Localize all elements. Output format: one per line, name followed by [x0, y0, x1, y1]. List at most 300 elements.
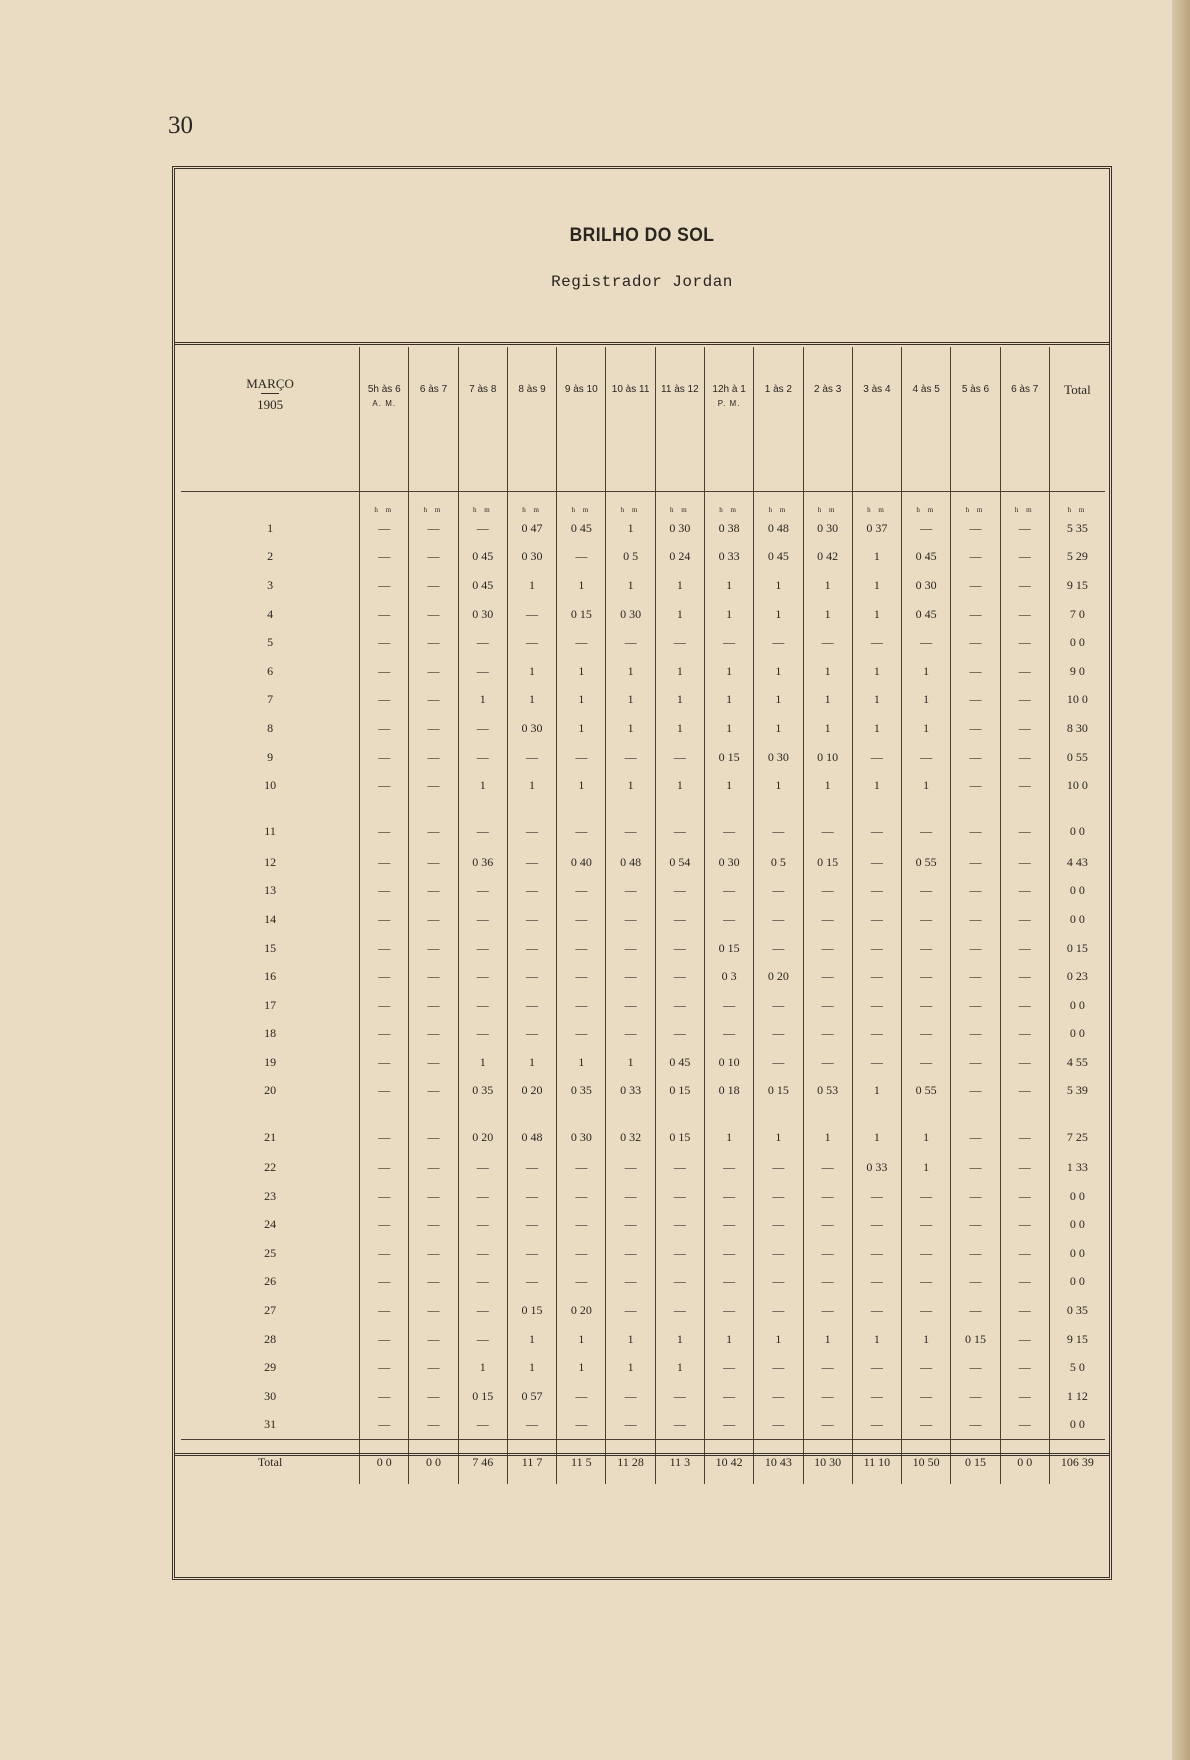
hour-cell: — [655, 1210, 704, 1239]
gap-cell [902, 1105, 951, 1121]
hour-cell: 0 5 [754, 848, 803, 877]
table-row [181, 1020, 1105, 1049]
hour-cell: — [951, 1210, 1000, 1239]
hour-cell: — [1000, 1210, 1049, 1239]
hour-cell: — [360, 1210, 409, 1239]
row-total-cell: 1 33 [1049, 1153, 1105, 1182]
hour-cell: — [704, 991, 753, 1020]
hour-cell: — [951, 1048, 1000, 1077]
hour-cell: 1 [655, 1325, 704, 1354]
hour-cell: 0 5 [606, 543, 655, 572]
hour-cell: — [606, 1020, 655, 1049]
unit-label: h m [754, 492, 803, 515]
hour-cell: — [951, 877, 1000, 906]
hour-cell: — [902, 1296, 951, 1325]
hour-cell: — [458, 1268, 507, 1297]
hour-cell: — [507, 1210, 556, 1239]
hour-cell: — [557, 543, 606, 572]
column-label: 8 às 9 [518, 384, 546, 395]
hour-cell: — [951, 543, 1000, 572]
hour-cell: 0 15 [951, 1325, 1000, 1354]
hour-cell: 1 [852, 714, 901, 743]
column-total-cell: 10 42 [704, 1440, 753, 1485]
hour-cell: — [754, 1382, 803, 1411]
hour-cell: — [507, 1182, 556, 1211]
column-label: 5h às 6 [367, 384, 401, 395]
hour-cell: — [557, 1182, 606, 1211]
hour-cell: 1 [507, 571, 556, 600]
hour-cell: — [557, 962, 606, 991]
row-total-cell: 5 29 [1049, 543, 1105, 572]
hour-cell: — [557, 1210, 606, 1239]
row-total-cell: 7 0 [1049, 600, 1105, 629]
row-total-cell: 0 0 [1049, 816, 1105, 848]
row-gap [181, 1105, 1105, 1121]
hour-cell: — [754, 1020, 803, 1049]
hour-cell: 1 [458, 1048, 507, 1077]
hour-cell: — [852, 1268, 901, 1297]
hour-cell: 1 [557, 657, 606, 686]
hour-cell: — [951, 1382, 1000, 1411]
hour-cell: — [803, 1268, 852, 1297]
hour-cell: — [409, 628, 458, 657]
day-cell: 26 [264, 1274, 277, 1289]
hour-cell: — [1000, 1325, 1049, 1354]
table-row [181, 1121, 1105, 1153]
hour-cell: — [1000, 905, 1049, 934]
hour-cell: — [852, 628, 901, 657]
hour-cell: — [803, 991, 852, 1020]
gap-cell [507, 800, 556, 816]
hour-cell: 0 54 [655, 848, 704, 877]
hour-cell: — [360, 816, 409, 848]
gap-cell [557, 1105, 606, 1121]
hour-cell: — [902, 934, 951, 963]
table-row [181, 1182, 1105, 1211]
hour-cell: 0 10 [803, 743, 852, 772]
gap-cell [655, 800, 704, 816]
hour-cell: 0 18 [704, 1077, 753, 1106]
hour-cell: — [1000, 816, 1049, 848]
hour-cell: 1 [754, 771, 803, 800]
table-row [181, 991, 1105, 1020]
hour-cell: 1 [606, 571, 655, 600]
column-total-cell: 106 39 [1049, 1440, 1105, 1485]
column-total-cell: 11 5 [557, 1440, 606, 1485]
row-total-cell: 5 39 [1049, 1077, 1105, 1106]
hour-cell: — [360, 1048, 409, 1077]
hour-cell: — [754, 1210, 803, 1239]
column-label: 4 às 5 [912, 384, 940, 395]
hour-column-header [507, 347, 556, 492]
hour-cell: — [1000, 714, 1049, 743]
hour-cell: — [951, 771, 1000, 800]
hour-cell: — [1000, 1296, 1049, 1325]
hour-cell: — [655, 905, 704, 934]
hour-cell: — [409, 905, 458, 934]
hour-cell: — [803, 1353, 852, 1382]
gap-cell [655, 1105, 704, 1121]
hour-cell: — [557, 1020, 606, 1049]
table-row [181, 543, 1105, 572]
hour-cell: — [1000, 1182, 1049, 1211]
hour-cell: — [704, 1382, 753, 1411]
row-total-cell: 0 0 [1049, 877, 1105, 906]
table-row [181, 714, 1105, 743]
hour-cell: 0 15 [458, 1382, 507, 1411]
row-total-cell: 0 0 [1049, 1210, 1105, 1239]
hour-cell: 1 [754, 571, 803, 600]
hour-cell: — [704, 1210, 753, 1239]
day-cell: 14 [264, 911, 277, 926]
hour-cell: — [803, 1382, 852, 1411]
hour-cell: — [458, 816, 507, 848]
hour-cell: 0 32 [606, 1121, 655, 1153]
page-number: 30 [168, 112, 193, 139]
hour-cell: 0 20 [458, 1121, 507, 1153]
hour-column-header [754, 347, 803, 492]
gap-cell [803, 800, 852, 816]
hour-cell: — [360, 1296, 409, 1325]
hour-cell: 1 [902, 1121, 951, 1153]
hour-cell: 1 [507, 1325, 556, 1354]
hour-cell: — [507, 600, 556, 629]
hour-cell: 1 [704, 571, 753, 600]
hour-cell: 1 [557, 1048, 606, 1077]
hour-cell: — [458, 657, 507, 686]
hour-cell: 0 33 [606, 1077, 655, 1106]
hour-cell: 0 30 [458, 600, 507, 629]
hour-cell: — [754, 934, 803, 963]
hour-cell: — [951, 600, 1000, 629]
hour-cell: — [951, 1353, 1000, 1382]
hour-cell: — [409, 1121, 458, 1153]
bottom-rule [175, 1453, 1109, 1456]
hour-cell: — [360, 628, 409, 657]
hour-cell: — [1000, 1382, 1049, 1411]
hour-cell: — [951, 1182, 1000, 1211]
row-total-cell: 7 25 [1049, 1121, 1105, 1153]
hour-cell: — [951, 714, 1000, 743]
hour-cell: — [655, 934, 704, 963]
day-cell: 21 [264, 1129, 277, 1144]
row-total-cell: 9 15 [1049, 1325, 1105, 1354]
hour-cell: — [852, 877, 901, 906]
hour-cell: — [360, 1268, 409, 1297]
hour-cell: — [902, 962, 951, 991]
hour-cell: 1 [507, 686, 556, 715]
hour-cell: — [655, 1296, 704, 1325]
hour-cell: 1 [803, 657, 852, 686]
column-total-cell: 11 10 [852, 1440, 901, 1485]
hour-cell: — [754, 1296, 803, 1325]
hour-cell: — [360, 1182, 409, 1211]
column-label: 12h à 1 [712, 384, 746, 395]
hour-cell: 0 37 [852, 514, 901, 543]
hour-cell: — [951, 628, 1000, 657]
hour-column-header [902, 347, 951, 492]
day-cell: 10 [264, 778, 277, 793]
column-label: 6 às 7 [1011, 384, 1039, 395]
hour-cell: 1 [852, 771, 901, 800]
gap-cell [951, 800, 1000, 816]
hour-cell: 1 [902, 686, 951, 715]
table-row [181, 571, 1105, 600]
hour-cell: — [754, 1048, 803, 1077]
hour-cell: — [902, 1239, 951, 1268]
unit-label: h m [704, 492, 753, 515]
hour-cell: — [754, 1153, 803, 1182]
gap-cell [704, 1105, 753, 1121]
table-row [181, 1077, 1105, 1106]
row-total-cell: 0 0 [1049, 905, 1105, 934]
hour-cell: — [409, 1239, 458, 1268]
hour-cell: 1 [803, 1325, 852, 1354]
hour-cell: — [704, 628, 753, 657]
hour-column-header [704, 347, 753, 492]
hour-cell: — [360, 1353, 409, 1382]
hour-cell: — [606, 1239, 655, 1268]
hour-cell: — [360, 771, 409, 800]
row-total-cell: 9 15 [1049, 571, 1105, 600]
hour-cell: — [1000, 743, 1049, 772]
row-total-cell: 4 55 [1049, 1048, 1105, 1077]
hour-cell: 1 [754, 1325, 803, 1354]
hour-cell: — [655, 991, 704, 1020]
hour-cell: — [803, 1048, 852, 1077]
gap-cell [409, 800, 458, 816]
hour-cell: — [360, 1077, 409, 1106]
total-column-header [1049, 347, 1105, 492]
hour-cell: 1 [507, 1048, 556, 1077]
hour-cell: 0 40 [557, 848, 606, 877]
hour-cell: — [409, 1182, 458, 1211]
hour-cell: 0 30 [557, 1121, 606, 1153]
table-row [181, 600, 1105, 629]
row-total-cell: 0 0 [1049, 1182, 1105, 1211]
hour-cell: — [704, 1020, 753, 1049]
hour-cell: 1 [557, 771, 606, 800]
hour-cell: 1 [507, 771, 556, 800]
hour-cell: 0 15 [557, 600, 606, 629]
hour-cell: 1 [655, 771, 704, 800]
hour-cell: — [360, 905, 409, 934]
hour-column-header [951, 347, 1000, 492]
hour-cell: 0 53 [803, 1077, 852, 1106]
hour-cell: 0 45 [902, 543, 951, 572]
hour-cell: — [852, 1020, 901, 1049]
hour-cell: — [409, 543, 458, 572]
hour-cell: — [902, 1268, 951, 1297]
unit-label: h m [360, 492, 409, 515]
hour-cell: 1 [704, 600, 753, 629]
hour-cell: — [606, 628, 655, 657]
hour-cell: — [803, 816, 852, 848]
gap-cell [458, 1105, 507, 1121]
hour-cell: 0 35 [557, 1077, 606, 1106]
hour-cell: 0 30 [655, 514, 704, 543]
hour-cell: — [655, 1382, 704, 1411]
hour-cell: — [606, 1296, 655, 1325]
hour-cell: — [507, 1411, 556, 1440]
table-row [181, 934, 1105, 963]
hour-cell: — [1000, 571, 1049, 600]
hour-cell: — [951, 1268, 1000, 1297]
table-title: BRILHO DO SOL [569, 225, 715, 246]
hour-cell: 1 [754, 1121, 803, 1153]
hour-cell: — [507, 1020, 556, 1049]
page-edge [1172, 0, 1190, 1760]
hour-cell: 0 30 [507, 543, 556, 572]
hour-cell: 1 [655, 657, 704, 686]
gap-cell [507, 1105, 556, 1121]
hour-cell: — [1000, 991, 1049, 1020]
hour-cell: — [655, 1411, 704, 1440]
month-divider [261, 393, 279, 394]
hour-cell: 0 36 [458, 848, 507, 877]
row-total-cell: 0 0 [1049, 1239, 1105, 1268]
hour-cell: — [409, 686, 458, 715]
hour-cell: 1 [606, 771, 655, 800]
gap-cell [803, 1105, 852, 1121]
unit-label: h m [606, 492, 655, 515]
hour-cell: — [557, 743, 606, 772]
hour-cell: — [557, 1268, 606, 1297]
unit-label: h m [507, 492, 556, 515]
hour-cell: — [458, 514, 507, 543]
row-total-cell: 0 0 [1049, 1268, 1105, 1297]
column-label: 2 às 3 [814, 384, 842, 395]
day-cell: 3 [267, 577, 274, 592]
hour-cell: — [803, 1210, 852, 1239]
hour-cell: — [458, 628, 507, 657]
unit-label: h m [803, 492, 852, 515]
hour-cell: — [409, 771, 458, 800]
table-subtitle: Registrador Jordan [551, 273, 733, 291]
column-total-cell: 10 30 [803, 1440, 852, 1485]
column-label: 10 às 11 [611, 384, 650, 395]
hour-cell: 1 [606, 714, 655, 743]
hour-cell: — [655, 816, 704, 848]
hour-cell: 0 48 [606, 848, 655, 877]
day-cell: 28 [264, 1331, 277, 1346]
totals-label: Total [181, 1440, 360, 1485]
hour-cell: — [852, 1210, 901, 1239]
hour-cell: — [458, 1239, 507, 1268]
hour-cell: — [655, 1182, 704, 1211]
hour-cell: — [704, 1268, 753, 1297]
hour-cell: 1 [655, 600, 704, 629]
hour-cell: — [409, 714, 458, 743]
hour-cell: — [655, 743, 704, 772]
day-cell: 7 [267, 692, 274, 707]
header-row [181, 347, 1105, 492]
day-cell: 4 [267, 606, 274, 621]
hour-cell: — [902, 1048, 951, 1077]
hour-cell: 1 [507, 1353, 556, 1382]
row-total-cell: 10 0 [1049, 686, 1105, 715]
hour-column-header [360, 347, 409, 492]
day-cell: 5 [267, 635, 274, 650]
hour-cell: — [557, 1153, 606, 1182]
column-label: 9 às 10 [564, 384, 598, 395]
column-period: A. M. [372, 399, 397, 408]
hour-cell: — [409, 600, 458, 629]
totals-row [181, 1440, 1105, 1485]
gap-cell [754, 800, 803, 816]
hour-cell: — [1000, 1048, 1049, 1077]
hour-cell: — [951, 1121, 1000, 1153]
hour-cell: 1 [803, 714, 852, 743]
hour-cell: 1 [458, 1353, 507, 1382]
hour-cell: — [951, 571, 1000, 600]
hour-cell: — [655, 1153, 704, 1182]
hour-cell: 1 [458, 771, 507, 800]
column-total-cell: 7 46 [458, 1440, 507, 1485]
hour-cell: — [852, 934, 901, 963]
hour-cell: — [409, 1153, 458, 1182]
unit-label: h m [902, 492, 951, 515]
column-period: P. M. [717, 399, 741, 408]
units-row [181, 492, 1105, 515]
hour-cell: — [803, 1020, 852, 1049]
hour-cell: — [852, 1411, 901, 1440]
table-row [181, 1153, 1105, 1182]
hour-cell: — [606, 905, 655, 934]
gap-cell [1000, 1105, 1049, 1121]
hour-cell: — [951, 962, 1000, 991]
gap-cell [1049, 800, 1105, 816]
hour-cell: — [458, 962, 507, 991]
day-cell: 24 [264, 1217, 277, 1232]
hour-cell: 1 [704, 657, 753, 686]
hour-cell: — [951, 816, 1000, 848]
day-cell: 18 [264, 1026, 277, 1041]
hour-cell: — [507, 962, 556, 991]
hour-cell: 0 38 [704, 514, 753, 543]
gap-cell [1049, 1105, 1105, 1121]
hour-cell: — [360, 1411, 409, 1440]
hour-cell: — [557, 1382, 606, 1411]
hour-cell: — [902, 816, 951, 848]
hour-cell: — [1000, 1020, 1049, 1049]
column-label: 6 às 7 [419, 384, 448, 395]
hour-cell: — [557, 816, 606, 848]
hour-cell: — [507, 1239, 556, 1268]
hour-cell: — [1000, 657, 1049, 686]
day-cell: 31 [264, 1417, 277, 1432]
gap-cell [409, 1105, 458, 1121]
hour-cell: — [902, 628, 951, 657]
hour-cell: — [754, 877, 803, 906]
hour-cell: 0 30 [803, 514, 852, 543]
gap-cell [754, 1105, 803, 1121]
hour-cell: 1 [902, 771, 951, 800]
table-frame [172, 166, 1112, 1580]
row-total-cell: 0 15 [1049, 934, 1105, 963]
table-row [181, 514, 1105, 543]
hour-cell: 1 [852, 600, 901, 629]
column-label: 3 às 4 [863, 384, 891, 395]
hour-cell: — [1000, 1239, 1049, 1268]
hour-cell: — [951, 1020, 1000, 1049]
hour-cell: — [409, 1077, 458, 1106]
hour-cell: 1 [655, 571, 704, 600]
hour-cell: — [409, 1048, 458, 1077]
gap-cell [852, 1105, 901, 1121]
table-row [181, 771, 1105, 800]
hour-cell: — [409, 1020, 458, 1049]
